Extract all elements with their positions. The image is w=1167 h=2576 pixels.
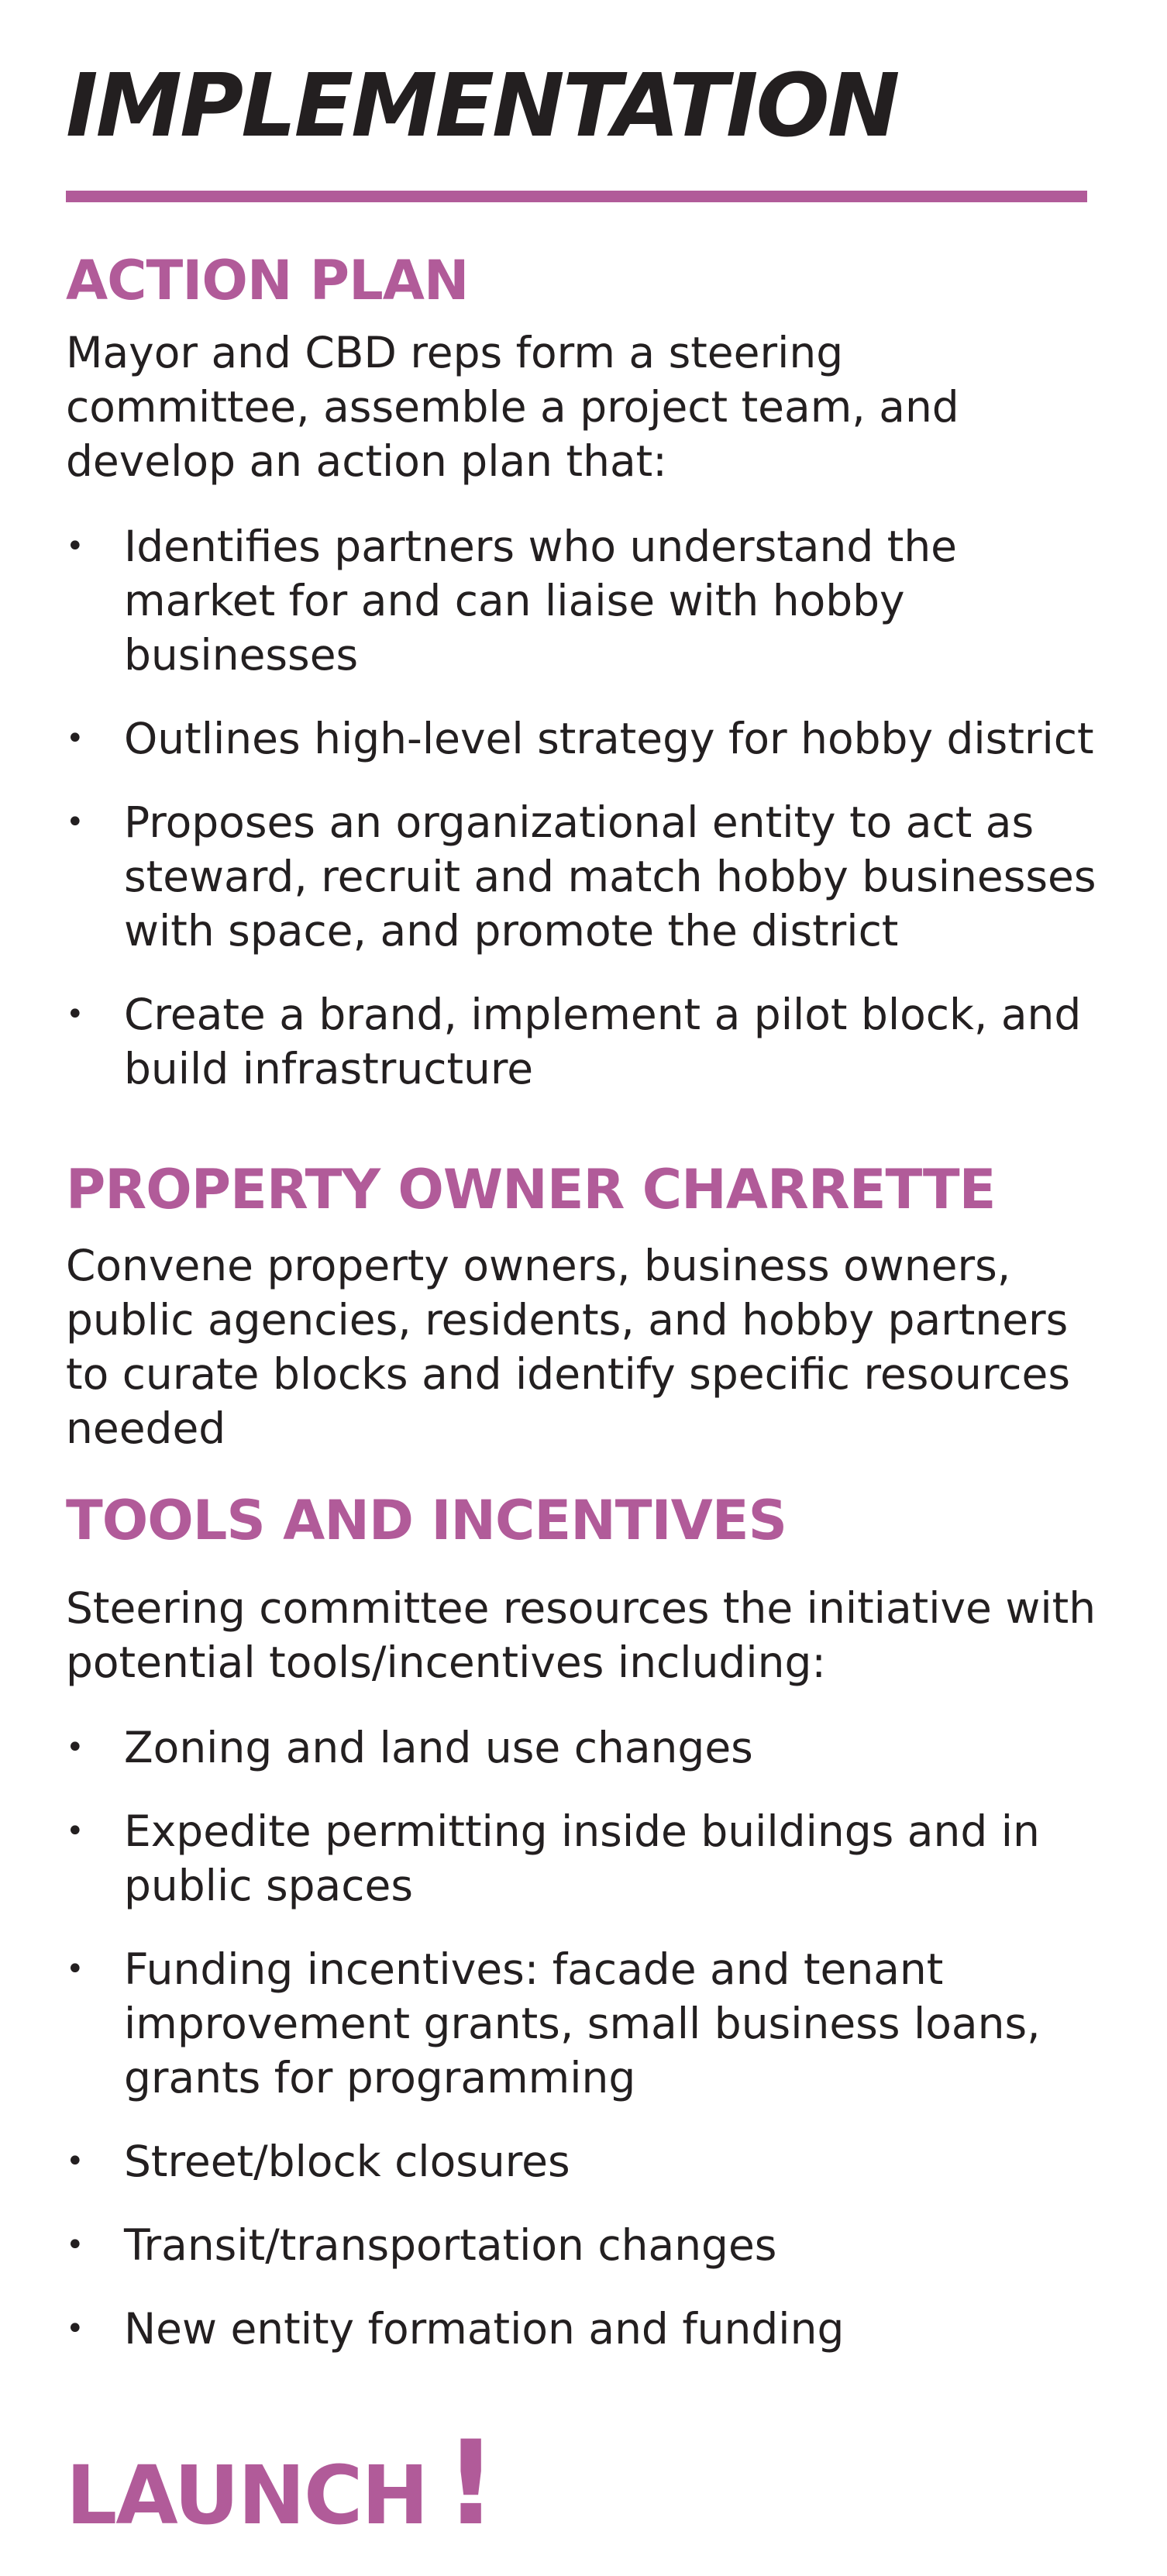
bullet-icon: •: [66, 1730, 84, 1765]
tools-intro: Steering committee resources the initiative with potential tools/incentives including:: [66, 1583, 1096, 1687]
list-item: [66, 795, 1096, 958]
list-item: [66, 2218, 1096, 2272]
page-title: IMPLEMENTATION: [66, 56, 898, 157]
list-item-text: Transit/transportation changes: [124, 2220, 777, 2270]
action-plan-intro: Mayor and CBD reps form a steering committee, assemble a project team, and develop an action plan that:: [66, 328, 959, 486]
list-item-text: Proposes an organizational entity to act as steward, recruit and match hobby businesses with space, and promote the district: [124, 797, 1096, 956]
list-item: [66, 2302, 1096, 2356]
tools-list: [66, 1720, 1096, 2385]
list-item: [66, 711, 1096, 766]
charrette-body: Convene property owners, business owners, public agencies, residents, and hobby partners to curate blocks and identify specific resources needed: [66, 1241, 1071, 1453]
charrette-heading: PROPERTY OWNER CHARRETTE: [66, 1158, 996, 1221]
bullet-icon: •: [66, 2144, 84, 2179]
bullet-icon: •: [66, 721, 84, 756]
list-item: [66, 2134, 1096, 2189]
bullet-icon: •: [66, 529, 84, 564]
tools-heading: TOOLS AND INCENTIVES: [66, 1489, 787, 1552]
exclamation-icon: !: [444, 2416, 497, 2551]
list-item-text: Street/block closures: [124, 2137, 570, 2186]
list-item: [66, 987, 1096, 1096]
list-item-text: Create a brand, implement a pilot block, and build infrastructure: [124, 990, 1082, 1093]
list-item-text: Expedite permitting inside buildings and in public spaces: [124, 1806, 1040, 1910]
launch-heading: [66, 2414, 497, 2551]
bullet-icon: •: [66, 2227, 84, 2263]
bullet-icon: •: [66, 997, 84, 1032]
list-item-text: New entity formation and funding: [124, 2304, 845, 2354]
title-divider: [66, 191, 1087, 202]
action-plan-list: [66, 519, 1096, 1125]
bullet-icon: •: [66, 2311, 84, 2347]
launch-word: LAUNCH: [66, 2448, 428, 2543]
list-item-text: Outlines high-level strategy for hobby district: [124, 714, 1094, 763]
bullet-icon: •: [66, 1813, 84, 1849]
bullet-icon: •: [66, 804, 84, 840]
list-item-text: Funding incentives: facade and tenant improvement grants, small business loans, grants for programming: [124, 1944, 1041, 2102]
list-item: [66, 1804, 1096, 1913]
list-item-text: Zoning and land use changes: [124, 1723, 753, 1772]
bullet-icon: •: [66, 1951, 84, 1987]
list-item-text: Identifies partners who understand the market for and can liaise with hobby businesses: [124, 522, 958, 680]
list-item: [66, 1720, 1096, 1775]
list-item: [66, 1942, 1096, 2105]
action-plan-heading: ACTION PLAN: [66, 249, 469, 312]
list-item: [66, 519, 1096, 682]
